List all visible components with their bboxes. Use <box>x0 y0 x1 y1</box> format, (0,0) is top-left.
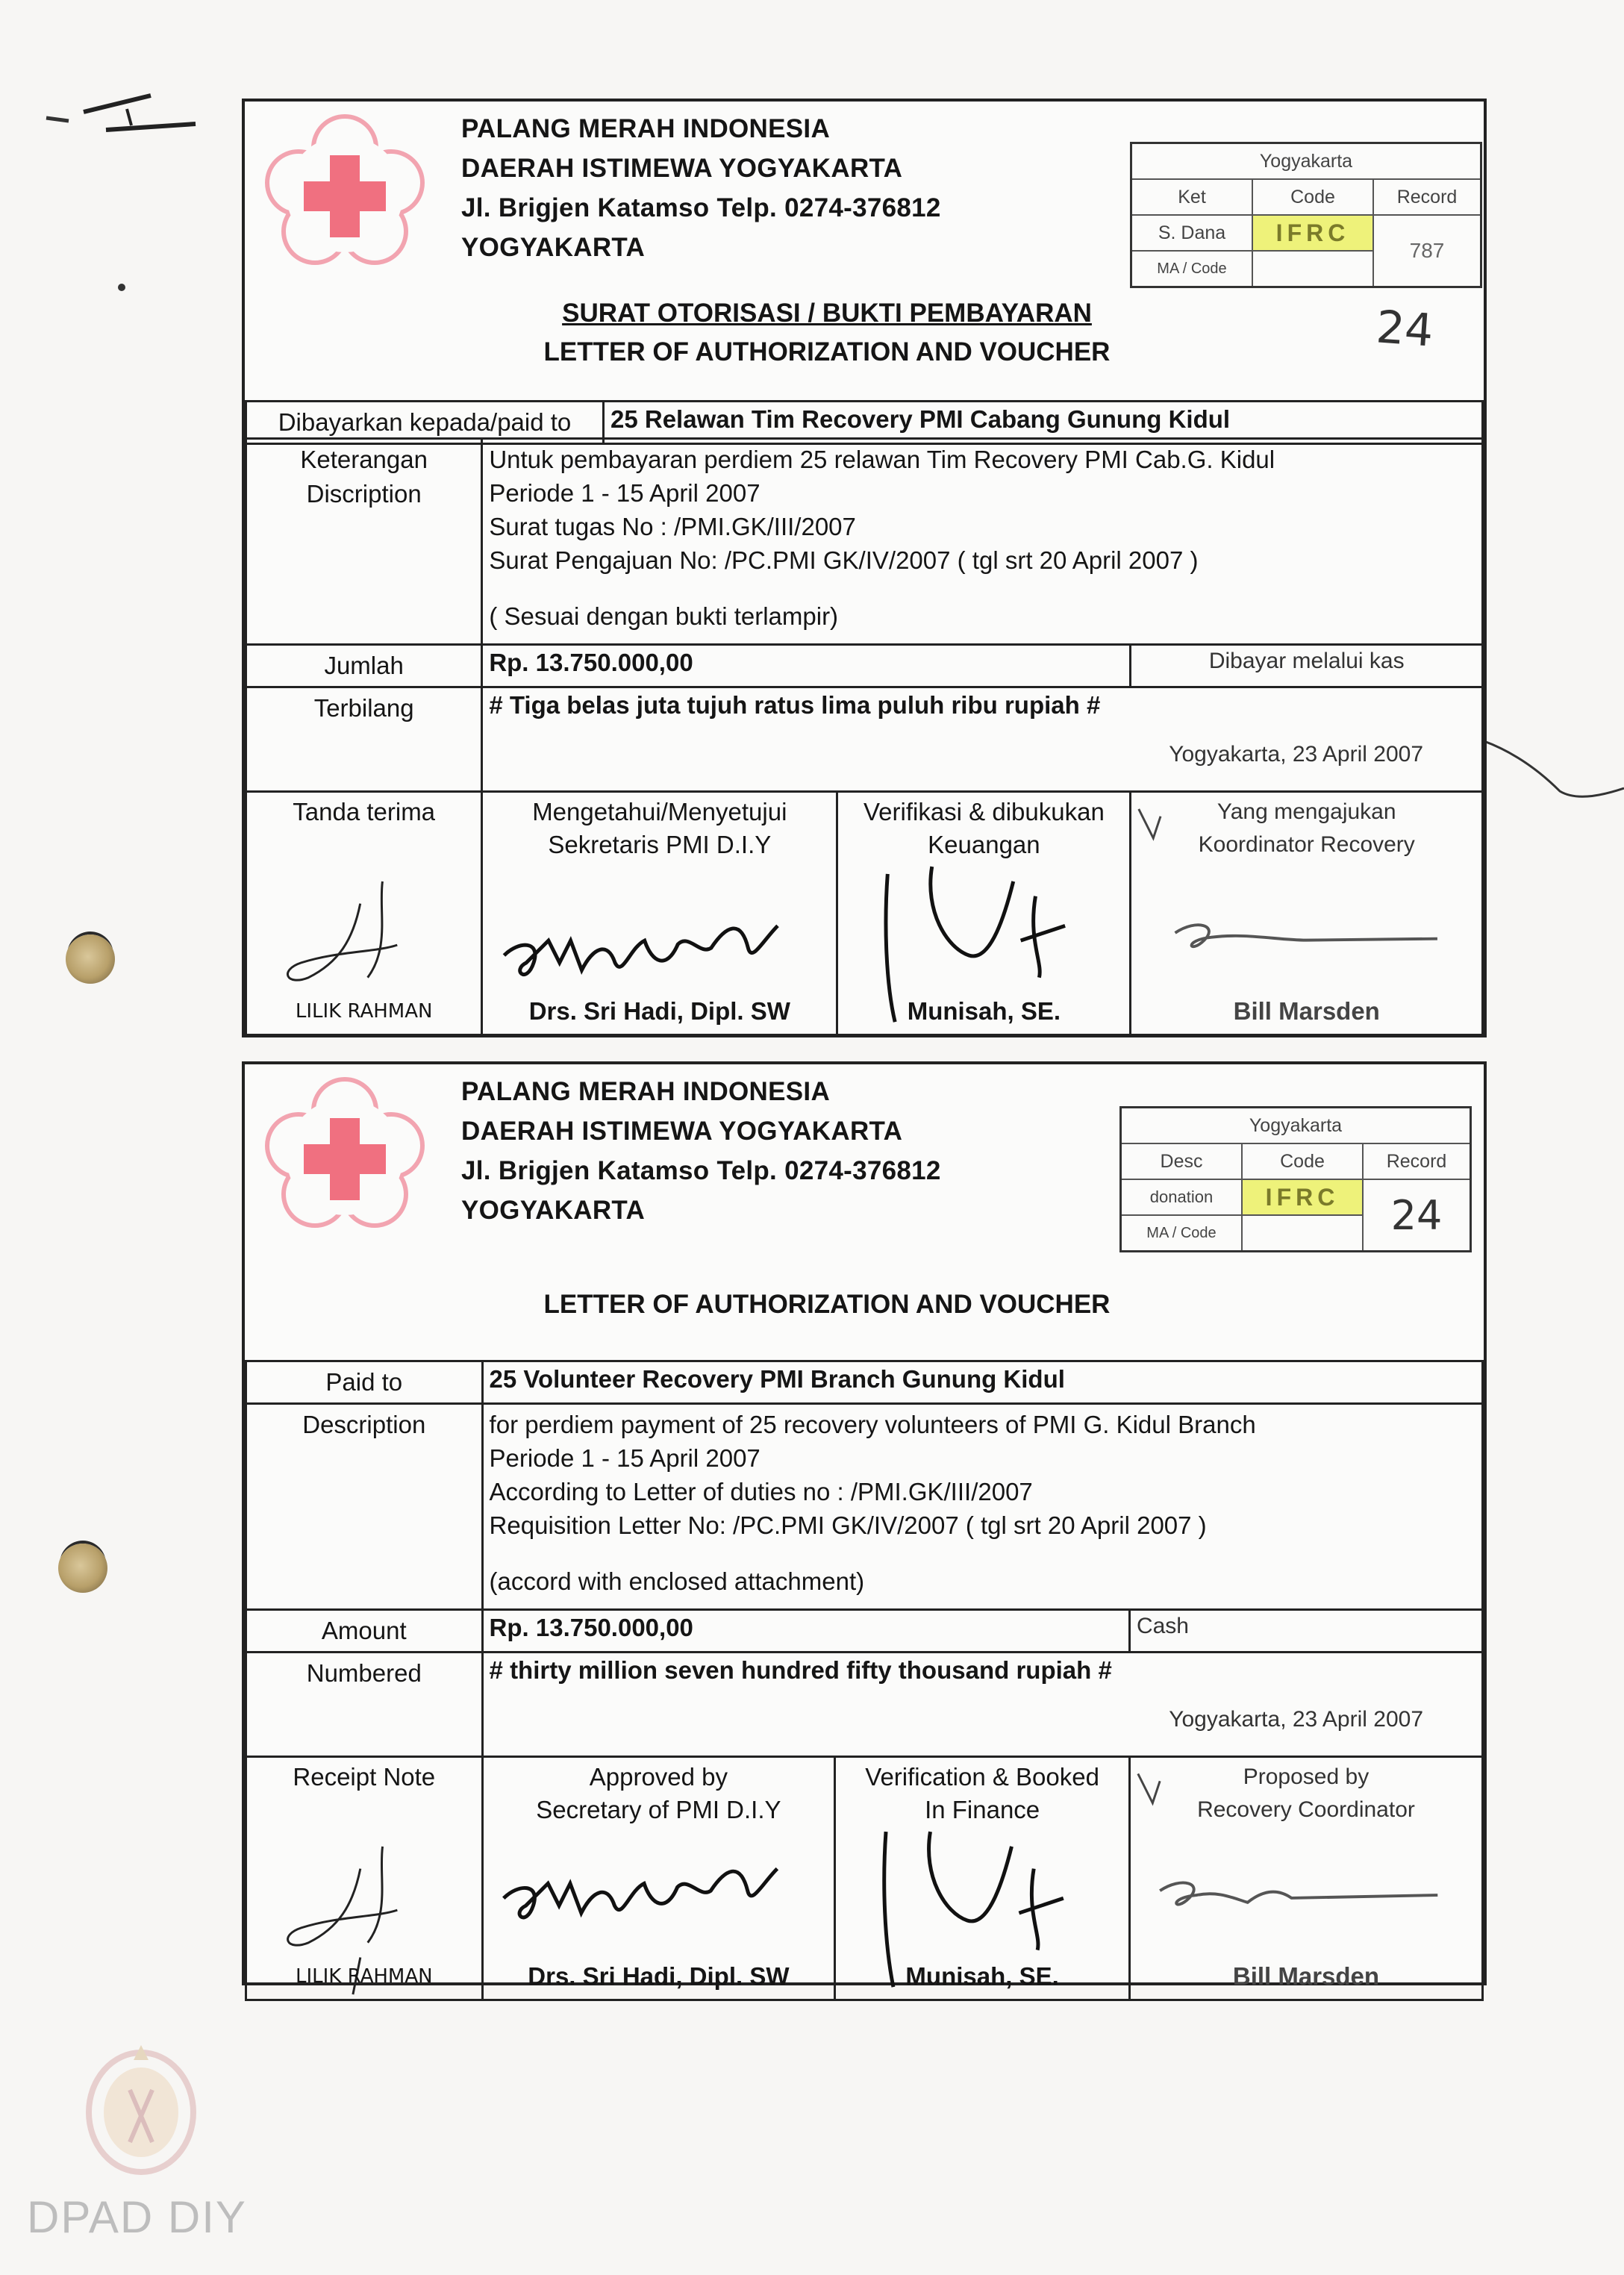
signature-heading: Verification & Booked <box>865 1763 1099 1791</box>
stray-dot <box>118 284 125 291</box>
description-label-1: Description <box>302 1411 426 1438</box>
code-table-record: Record <box>1373 179 1481 215</box>
signature-subheading: Koordinator Recovery <box>1198 832 1415 857</box>
amount-in-words: # thirty million seven hundred fifty thousand rupiah # <box>489 1656 1112 1684</box>
org-name: PALANG MERAH INDONESIA <box>461 114 831 143</box>
signature-proposed-name: Bill Marsden <box>1233 997 1380 1025</box>
signature-heading: Proposed by <box>1243 1764 1370 1789</box>
signature-heading: Receipt Note <box>293 1763 436 1791</box>
signature-receipt <box>246 792 482 1035</box>
code-table-empty <box>1252 251 1373 287</box>
code-table-title: Yogyakarta <box>1121 1108 1471 1144</box>
signature-receipt <box>246 1757 483 2000</box>
code-table-code: Code <box>1242 1143 1363 1179</box>
voucher-main <box>245 437 1484 1036</box>
description-line: Untuk pembayaran perdiem 25 relawan Tim Recovery PMI Cab.G. Kidul <box>489 446 1275 473</box>
title-english: LETTER OF AUTHORIZATION AND VOUCHER <box>543 337 1111 366</box>
signature-approved-name: Drs. Sri Hadi, Dipl. SW <box>528 997 790 1025</box>
code-table <box>1119 1106 1472 1252</box>
organization-block <box>461 1072 941 1230</box>
punch-hole-bottom <box>58 1544 107 1593</box>
words-cell <box>482 687 1483 792</box>
signature-heading: Verifikasi & dibukukan <box>863 798 1105 826</box>
signature-approved-name: Drs. Sri Hadi, Dipl. SW <box>528 1962 790 1990</box>
org-name: PALANG MERAH INDONESIA <box>461 1077 831 1106</box>
signature-finance-name: Munisah, SE. <box>907 997 1061 1025</box>
description-line: Periode 1 - 15 April 2007 <box>489 479 761 507</box>
paid-to-label: Dibayarkan kepada/paid to <box>246 402 604 444</box>
code-table-ma: MA / Code <box>1131 251 1253 287</box>
city-date: Yogyakarta, 23 April 2007 <box>1169 1707 1423 1732</box>
signature-finance <box>837 792 1131 1035</box>
signature-approved <box>482 792 837 1035</box>
description-line: Surat Pengajuan No: /PC.PMI GK/IV/2007 ( tgl srt 20 April 2007 ) <box>489 546 1199 574</box>
signature-heading: Yang mengajukan <box>1217 799 1396 824</box>
title-english: LETTER OF AUTHORIZATION AND VOUCHER <box>543 1290 1111 1319</box>
org-address: Jl. Brigjen Katamso Telp. 0274-376812 <box>461 1156 941 1185</box>
signature-heading: Approved by <box>589 1763 728 1791</box>
description-line: According to Letter of duties no : /PMI.GK/III/2007 <box>489 1478 1033 1505</box>
code-table-ma: MA / Code <box>1121 1215 1243 1252</box>
signature-finance <box>835 1757 1130 2000</box>
code-table-ket: Ket <box>1131 179 1253 215</box>
handwritten-number: 24 <box>1374 301 1435 358</box>
signature-approved <box>482 1757 835 2000</box>
voucher-title <box>528 294 1125 372</box>
words-label: Numbered <box>246 1653 483 1757</box>
paid-to-label: Paid to <box>246 1361 483 1404</box>
org-region: DAERAH ISTIMEWA YOGYAKARTA <box>461 1117 903 1146</box>
description-label <box>246 439 482 645</box>
signature-subheading: In Finance <box>925 1796 1040 1823</box>
paid-to-value: 25 Volunteer Recovery PMI Branch Gunung Kidul <box>482 1361 1482 1404</box>
code-table-sdana: S. Dana <box>1131 215 1253 251</box>
signature-receipt-name: LILIK RAHMAN <box>295 1000 433 1023</box>
amount-label: Amount <box>246 1610 483 1653</box>
archive-emblem-icon <box>78 2030 204 2179</box>
code-value-ifrc: IFRC <box>1242 1179 1363 1215</box>
red-cross-logo-icon <box>263 112 427 269</box>
red-cross-logo-icon <box>263 1075 427 1232</box>
paid-to-value: 25 Relawan Tim Recovery PMI Cabang Gunung Kidul <box>604 402 1483 444</box>
signature-proposed <box>1131 792 1483 1035</box>
signature-subheading: Secretary of PMI D.I.Y <box>536 1796 781 1823</box>
description-line: Surat tugas No : /PMI.GK/III/2007 <box>489 513 856 540</box>
description-content <box>482 1404 1482 1610</box>
code-table-record: Record <box>1363 1143 1471 1179</box>
voucher-indonesian <box>242 99 1487 1037</box>
signature-proposed <box>1129 1757 1482 2000</box>
description-label <box>246 1404 483 1610</box>
signature-subheading: Keuangan <box>928 831 1040 858</box>
amount-in-words: # Tiga belas juta tujuh ratus lima puluh ribu rupiah # <box>489 691 1101 719</box>
code-value-ifrc: IFRC <box>1252 215 1373 251</box>
title-indonesian: SURAT OTORISASI / BUKTI PEMBAYARAN <box>562 299 1092 328</box>
words-label: Terbilang <box>246 687 482 792</box>
words-cell <box>482 1653 1482 1757</box>
code-table-donation: donation <box>1121 1179 1243 1215</box>
org-address: Jl. Brigjen Katamso Telp. 0274-376812 <box>461 193 941 222</box>
code-table-title: Yogyakarta <box>1131 143 1481 180</box>
amount-label: Jumlah <box>246 645 482 687</box>
amount-value: Rp. 13.750.000,00 <box>482 645 1131 687</box>
description-line: for perdiem payment of 25 recovery volunteers of PMI G. Kidul Branch <box>489 1411 1256 1438</box>
description-label-2: Discription <box>306 480 422 508</box>
description-content <box>482 439 1483 645</box>
code-table <box>1130 142 1482 288</box>
org-region: DAERAH ISTIMEWA YOGYAKARTA <box>461 154 903 183</box>
description-note: ( Sesuai dengan bukti terlampir) <box>489 602 839 630</box>
org-city: YOGYAKARTA <box>461 1196 646 1225</box>
record-handwritten <box>1363 1179 1471 1252</box>
voucher-title <box>528 1285 1125 1324</box>
city-date: Yogyakarta, 23 April 2007 <box>1169 742 1423 767</box>
record-mark: 787 <box>1373 215 1481 287</box>
signature-finance-name: Munisah, SE. <box>905 1962 1059 1990</box>
code-table-desc: Desc <box>1121 1143 1243 1179</box>
description-line: Requisition Letter No: /PC.PMI GK/IV/2007 ( tgl srt 20 April 2007 ) <box>489 1511 1207 1539</box>
signature-receipt-name: LILIK RAHMAN <box>295 1965 433 1988</box>
organization-block <box>461 109 941 267</box>
signature-heading: Mengetahui/Menyetujui <box>532 798 787 826</box>
voucher-main <box>245 1360 1484 2001</box>
org-city: YOGYAKARTA <box>461 233 646 262</box>
payment-method: Dibayar melalui kas <box>1131 645 1483 687</box>
signature-subheading: Recovery Coordinator <box>1197 1797 1415 1822</box>
amount-value: Rp. 13.750.000,00 <box>482 1610 1129 1653</box>
signature-proposed-name: Bill Marsden <box>1232 1962 1380 1990</box>
voucher-english <box>242 1061 1487 1990</box>
description-label-1: Keterangan <box>300 446 428 473</box>
signature-heading: Tanda terima <box>293 798 436 826</box>
archive-label: DPAD DIY <box>27 2192 247 2242</box>
code-table-empty <box>1242 1215 1363 1252</box>
handwritten-number: 24 <box>1390 1191 1443 1239</box>
punch-hole-top <box>66 934 115 984</box>
page-corner-mark <box>39 66 203 155</box>
description-note: (accord with enclosed attachment) <box>489 1567 865 1595</box>
description-line: Periode 1 - 15 April 2007 <box>489 1444 761 1472</box>
payment-method: Cash <box>1129 1610 1482 1653</box>
code-table-code: Code <box>1252 179 1373 215</box>
signature-subheading: Sekretaris PMI D.I.Y <box>548 831 772 858</box>
